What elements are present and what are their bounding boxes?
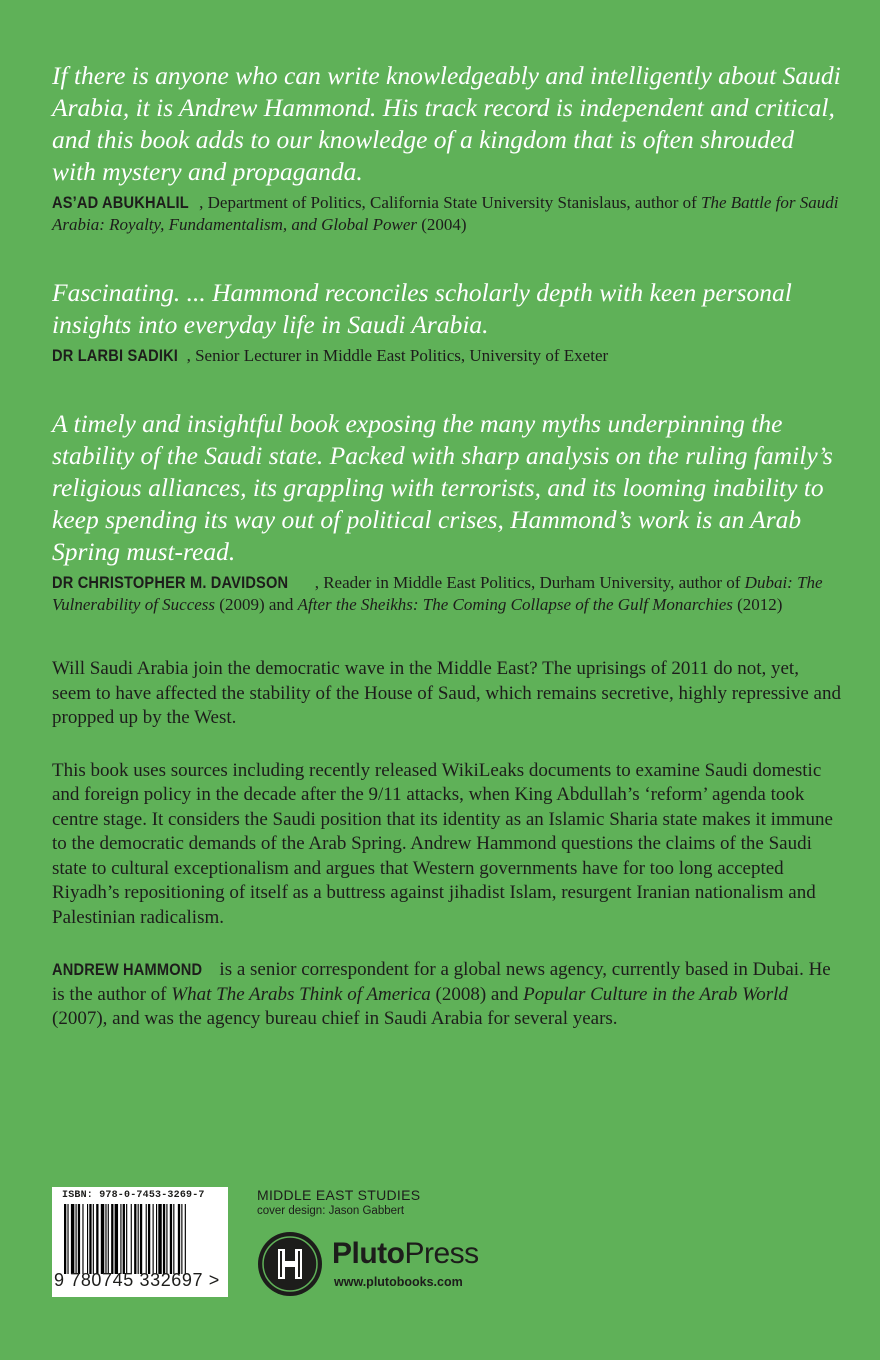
barcode-bar	[93, 1204, 94, 1274]
cover-footer	[52, 1187, 842, 1297]
barcode-bar	[115, 1204, 118, 1274]
barcode-bar	[138, 1204, 139, 1274]
barcode-bar	[178, 1204, 180, 1274]
barcode	[52, 1187, 228, 1297]
endorsement-quote: Fascinating. ... Hammond reconciles scholarly depth with keen personal insights into everyday life in Saudi Arabia.	[52, 278, 792, 339]
barcode-bar	[131, 1204, 132, 1274]
endorsement-3	[52, 408, 842, 616]
barcode-bar	[123, 1204, 125, 1274]
barcode-bar	[140, 1204, 142, 1274]
barcode-bar	[134, 1204, 136, 1274]
barcode-bar	[166, 1204, 167, 1274]
barcode-bar	[105, 1204, 106, 1274]
barcode-bar	[173, 1204, 174, 1274]
barcode-bar	[126, 1204, 127, 1274]
barcode-bar	[146, 1204, 147, 1274]
barcode-bar	[185, 1204, 186, 1274]
barcode-bar	[158, 1204, 161, 1274]
publisher-brand: PlutoPress	[332, 1237, 479, 1270]
endorsement-1	[52, 60, 842, 236]
endorser-name: DR CHRISTOPHER M. DAVIDSON	[52, 573, 289, 592]
barcode-bar	[87, 1204, 88, 1274]
barcode-bar	[96, 1204, 98, 1274]
barcode-bar	[108, 1204, 109, 1274]
barcode-bar	[181, 1204, 182, 1274]
barcode-bar	[67, 1204, 68, 1274]
isbn-label: ISBN: 978-0-7453-3269-7	[62, 1190, 205, 1201]
endorser-name: DR LARBI SADIKI	[52, 346, 179, 365]
description-paragraph: Will Saudi Arabia join the democratic wave in the Middle East? The uprisings of 2011 do not, yet, seem to have affected the stability of the House of Saud, which remains secretive, highly repressive and propped up by the West.	[52, 658, 841, 728]
barcode-bar	[111, 1204, 113, 1274]
barcode-bar	[82, 1204, 83, 1274]
barcode-bar	[76, 1204, 77, 1274]
barcode-bar	[64, 1204, 66, 1274]
endorsement-quote: If there is anyone who can write knowledgeably and intelligently about Saudi Arabia, it is Andrew Hammond. His track record is independent and critical, and this book adds to our knowledge of a kingdom that is often shrouded with mystery and propaganda.	[52, 61, 841, 186]
endorsement-attribution: DR LARBI SADIKI , Senior Lecturer in Middle East Politics, University of Exeter	[52, 346, 609, 365]
pluto-press-logo-icon	[257, 1231, 323, 1297]
endorsement-2	[52, 277, 842, 367]
barcode-bar	[101, 1204, 104, 1274]
barcode-bar	[120, 1204, 121, 1274]
endorsement-quote: A timely and insightful book exposing the many myths underpinning the stability of the Saudi state. Packed with sharp analysis on the ruling family’s religious alliances, its grappling with terrorists, and its looming inability to keep spending its way out of political crises, Hammond’s work is an Arab Spring must-read.	[52, 409, 833, 566]
endorsement-attribution: AS’AD ABUKHALIL , Department of Politics, California State University Stanislaus, author of The Battle for Saudi Arabia: Royalty, Fundamentalism, and Global Power (2004)	[52, 193, 839, 234]
barcode-bar	[71, 1204, 74, 1274]
barcode-bar	[153, 1204, 154, 1274]
author-bio: ANDREW HAMMOND is a senior correspondent for a global news agency, currently based in Dubai. He is the author of What The Arabs Think of America (2008) and Popular Culture in the Arab World (2007), and was the agency bureau chief in Saudi Arabia for several years.	[52, 959, 831, 1029]
barcode-digits: 9 780745 332697 >	[54, 1270, 220, 1290]
barcode-bar	[170, 1204, 172, 1274]
barcode-bar	[78, 1204, 80, 1274]
publisher-url: www.plutobooks.com	[334, 1275, 463, 1289]
series-label: MIDDLE EAST STUDIES	[257, 1187, 421, 1203]
design-credit: cover design: Jason Gabbert	[257, 1205, 405, 1217]
endorser-name: AS’AD ABUKHALIL	[52, 193, 189, 212]
barcode-bar	[89, 1204, 91, 1274]
barcode-bar	[148, 1204, 150, 1274]
barcode-bar	[163, 1204, 165, 1274]
back-cover-text	[52, 60, 842, 1060]
author-name: ANDREW HAMMOND	[52, 960, 203, 979]
description-paragraph: This book uses sources including recently released WikiLeaks documents to examine Saudi domestic and foreign policy in the decade after the 9/11 attacks, when King Abdullah’s ‘reform’ agenda took centre stage. It considers the Saudi position that its identity as an Islamic Sharia state makes it immune to the democratic demands of the Arab Spring. Andrew Hammond questions the claims of the Saudi state to cultural exceptionalism and argues that Western governments have for too long accepted Riyadh’s repositioning of itself as a buttress against jihadist Islam, resurgent Iranian nationalism and Palestinian radicalism.	[52, 759, 833, 928]
endorsement-attribution: DR CHRISTOPHER M. DAVIDSON , Reader in Middle East Politics, Durham University, author of Dubai: The Vulnerability of Success (2009) and After the Sheikhs: The Coming Collapse of the Gulf Monarchies (2012)	[52, 573, 823, 614]
barcode-bars	[64, 1204, 216, 1276]
barcode-bar	[156, 1204, 157, 1274]
